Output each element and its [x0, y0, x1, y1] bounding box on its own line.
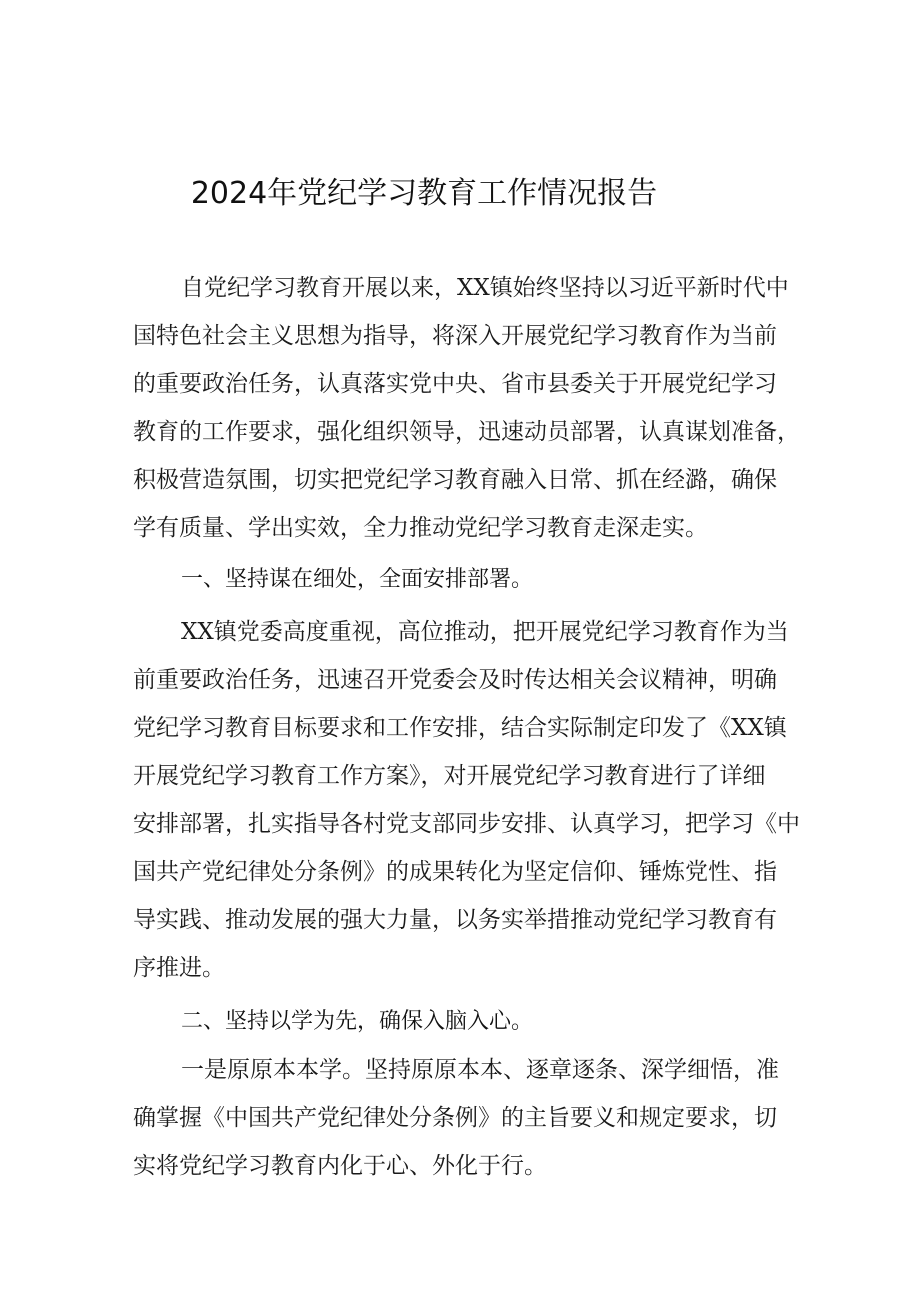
intro-line: 自党纪学习教育开展以来，XX镇始终坚持以习近平新时代中: [181, 275, 789, 301]
section2-paragraph: [133, 1046, 779, 1190]
section2-heading: 二、坚持以学为先，确保入脑入心。: [181, 1009, 534, 1034]
section1-heading: 一、坚持谋在细处，全面安排部署。: [181, 567, 534, 592]
section2-line: 实将党纪学习教育内化于心、外化于行。: [133, 1153, 547, 1179]
section1-line: 导实践、推动发展的强大力量，以务实举措推动党纪学习教育有: [133, 907, 777, 933]
section1-line: 党纪学习教育目标要求和工作安排，结合实际制定印发了《XX镇: [133, 715, 787, 741]
section1-line: 前重要政治任务，迅速召开党委会及时传达相关会议精神，明确: [133, 667, 777, 693]
section1-line: 安排部署，扎实指导各村党支部同步安排、认真学习，把学习《中: [133, 811, 800, 837]
intro-line: 学有质量、学出实效，全力推动党纪学习教育走深走实。: [133, 515, 708, 541]
section1-line: 国共产党纪律处分条例》的成果转化为坚定信仰、锤炼党性、指: [133, 859, 777, 885]
intro-line: 的重要政治任务，认真落实党中央、省市县委关于开展党纪学习: [133, 371, 777, 397]
intro-line: 国特色社会主义思想为指导，将深入开展党纪学习教育作为当前: [133, 323, 777, 349]
section1-line: 序推进。: [133, 955, 225, 981]
section1-line: XX镇党委高度重视，高位推动，把开展党纪学习教育作为当: [181, 619, 789, 645]
intro-line: 教育的工作要求，强化组织领导，迅速动员部署，认真谋划准备，: [133, 419, 800, 445]
intro-paragraph: [133, 264, 800, 552]
section2-line: 确掌握《中国共产党纪律处分条例》的主旨要义和规定要求，切: [133, 1105, 777, 1131]
section1-paragraph: [133, 608, 800, 992]
document-title: 2024年党纪学习教育工作情况报告: [190, 176, 658, 211]
intro-line: 积极营造氛围，切实把党纪学习教育融入日常、抓在经潞，确保: [133, 467, 777, 493]
section2-line: 一是原原本本学。坚持原原本本、逐章逐条、深学细悟，准: [181, 1057, 779, 1083]
section1-line: 开展党纪学习教育工作方案》，对开展党纪学习教育进行了详细: [133, 763, 766, 789]
